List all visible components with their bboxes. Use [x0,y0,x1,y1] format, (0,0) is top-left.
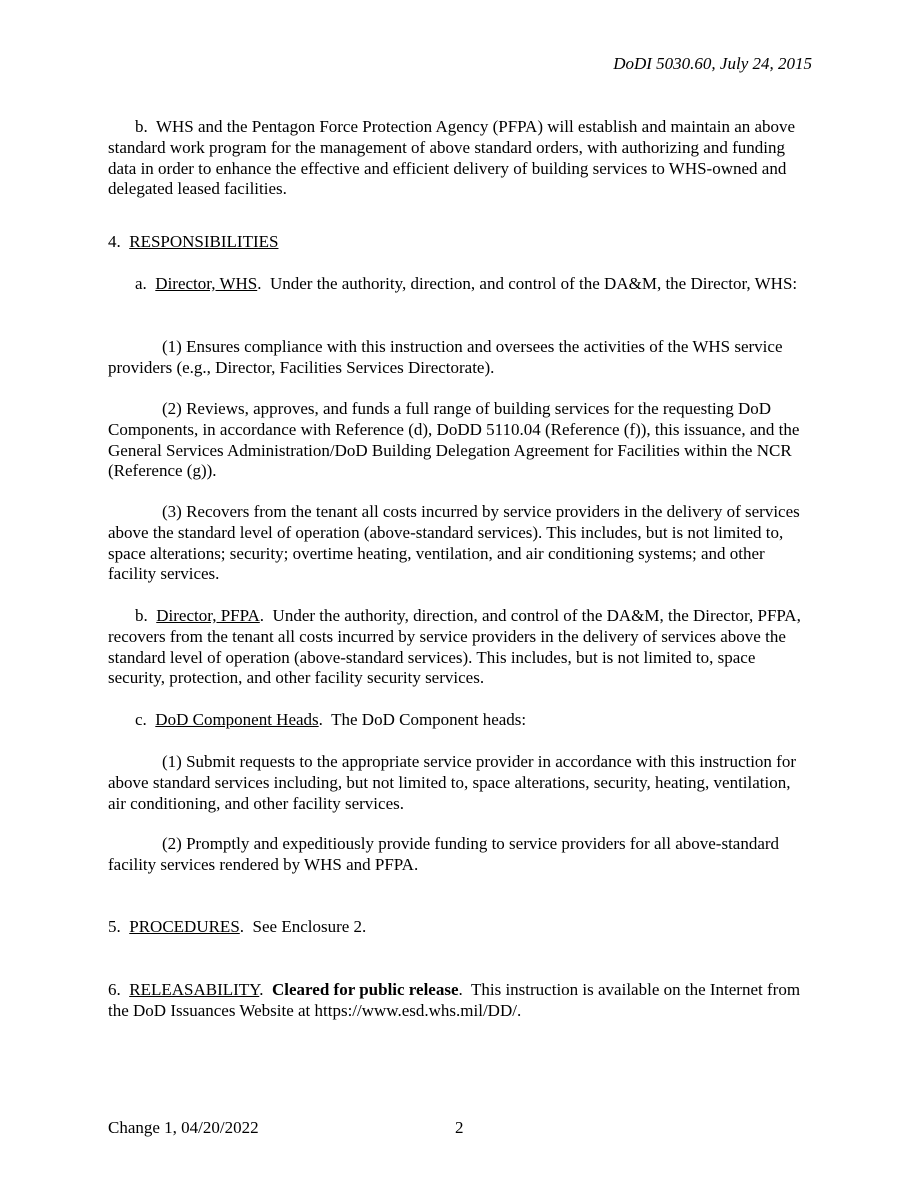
section-6: 6. RELEASABILITY. Cleared for public release. This instruction is available on the Internet from the DoD Issuances Website at https://www.esd.whs.mil/DD/. [108,980,801,1020]
document-header: DoDI 5030.60, July 24, 2015 [613,54,812,73]
section-5: 5. PROCEDURES. See Enclosure 2. [108,917,367,936]
section-4-number: 4. [108,232,121,251]
para-4b-label: b. [135,606,148,625]
section-6-title: RELEASABILITY [129,980,260,999]
para-4c-2 [108,834,812,876]
para-4a-2-text: (2) Reviews, approves, and funds a full range of building services for the requesting DoD Components, in accordance with Reference (d), DoDD 5110.04 (Reference (f)), this issuance, and the General Services Administration/DoD Building Delegation Agreement for Facilities within the NCR (Reference (g)). [108,399,800,481]
para-4b-text: Under the authority, direction, and control of the DA&M, the Director, PFPA, recovers from the tenant all costs incurred by service providers in the delivery of services above the standard level of operation (above-standard services). This includes, but is not limited to, space security, protection, and other facility security services. [108,606,801,688]
para-4a-title: Director, WHS [155,274,258,293]
section-5-title: PROCEDURES [129,917,240,936]
para-4b-title: Director, PFPA [156,606,260,625]
para-4c-title: DoD Component Heads [155,710,319,729]
para-3b-text: WHS and the Pentagon Force Protection Agency (PFPA) will establish and maintain an above standard work program for the management of above standard orders, with authorizing and funding data in order to enhance the effective and efficient delivery of building services to WHS-owned and delegated leased facilities. [108,117,796,199]
section-6-bold: Cleared for public release [272,980,459,999]
section-5-number: 5. [108,917,121,936]
para-4a-intro: Under the authority, direction, and control of the DA&M, the Director, WHS: [269,274,798,293]
para-4c-intro: The DoD Component heads: [331,710,527,729]
footer-change: Change 1, 04/20/2022 [108,1118,259,1137]
para-4a-label: a. [135,274,147,293]
para-3b-label: b. [135,117,148,136]
para-4a-1-text: (1) Ensures compliance with this instruction and oversees the activities of the WHS service providers (e.g., Director, Facilities Services Directorate). [108,337,783,377]
para-4a-3 [108,502,812,585]
para-3b [108,117,812,200]
section-6-number: 6. [108,980,121,999]
para-4a: a. Director, WHS. Under the authority, direction, and control of the DA&M, the Director, WHS: [135,274,798,293]
para-4c-2-text: (2) Promptly and expeditiously provide funding to service providers for all above-standard facility services rendered by WHS and PFPA. [108,834,780,874]
para-4a-2 [108,399,812,482]
para-4c-label: c. [135,710,147,729]
para-4a-3-text: (3) Recovers from the tenant all costs incurred by service providers in the delivery of services above the standard level of operation (above-standard services). This includes, but is not limited to, space alterations; security; overtime heating, ventilation, and air conditioning systems; and other facility services. [108,502,800,584]
section-4-title: RESPONSIBILITIES [129,232,279,251]
footer-page-number: 2 [455,1118,464,1137]
section-5-text: See Enclosure 2. [252,917,367,936]
para-4a-1 [108,337,812,379]
para-4c-1-text: (1) Submit requests to the appropriate service provider in accordance with this instruction for above standard services including, but not limited to, space alterations, security, heating, ventilation, air conditioning, and other facility services. [108,752,797,813]
para-4b: b. Director, PFPA. Under the authority, direction, and control of the DA&M, the Director, PFPA, recovers from the tenant all costs incurred by service providers in the delivery of services above the standard level of operation (above-standard services). This includes, but is not limited to, space security, protection, and other facility security services. [108,606,801,688]
section-6-text: This instruction is available on the Internet from the DoD Issuances Website at https://www.esd.whs.mil/DD/. [108,980,801,1020]
para-4c-1 [108,752,812,814]
para-4c: c. DoD Component Heads. The DoD Component heads: [135,710,527,729]
section-4-heading [108,232,812,253]
